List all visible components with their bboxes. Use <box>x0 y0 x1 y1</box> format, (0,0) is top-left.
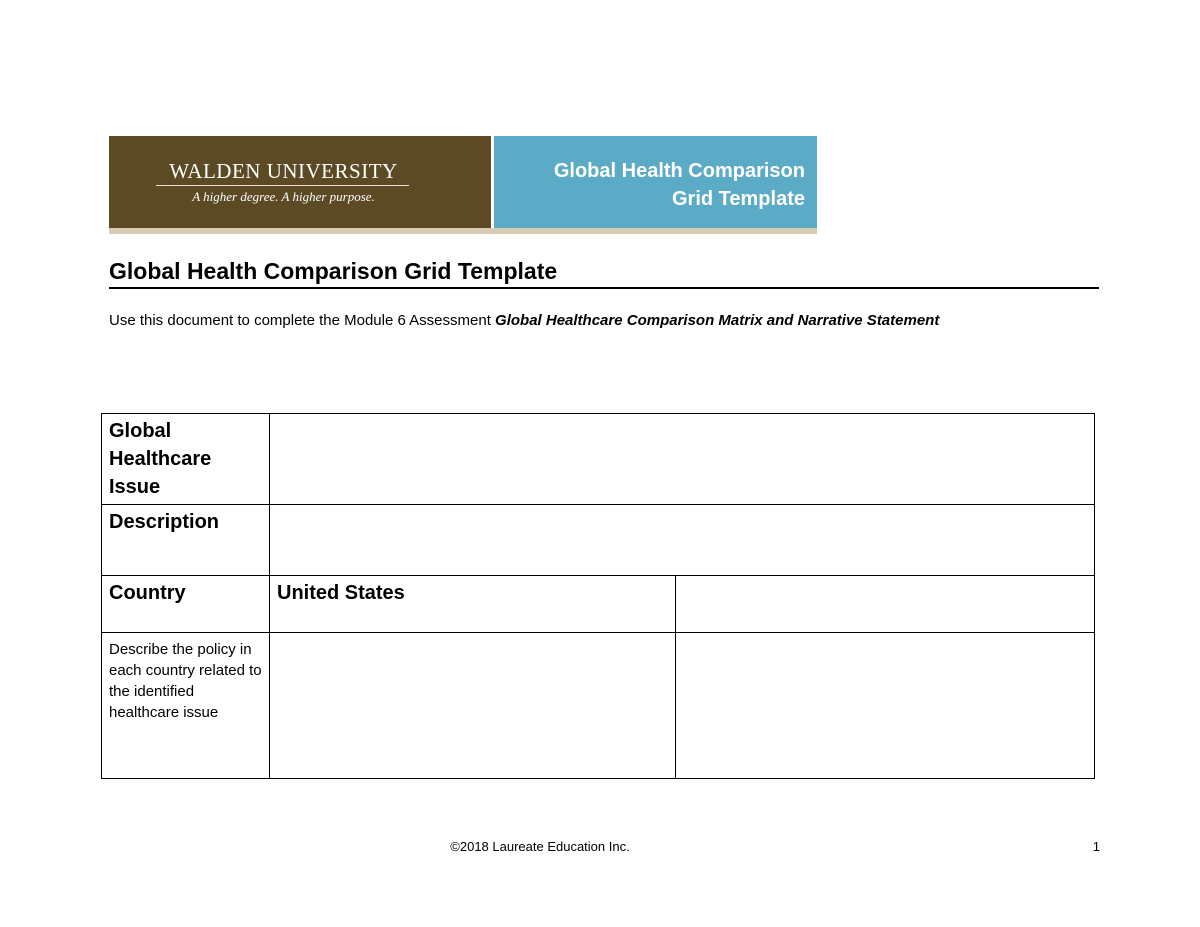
banner-title-line-1: Global Health Comparison <box>553 160 805 182</box>
university-tagline: A higher degree. A higher purpose. <box>192 189 375 204</box>
banner-title-block <box>494 136 817 228</box>
country-label-cell: Country <box>102 576 270 633</box>
banner-title-line-2: Grid Template <box>672 188 805 210</box>
policy-label-cell: Describe the policy in each country related to the identified healthcare issue <box>102 633 270 779</box>
footer-page-number: 1 <box>1092 839 1100 854</box>
country-1-cell[interactable]: United States <box>270 576 676 633</box>
intro-paragraph <box>109 310 1069 331</box>
table-row-description <box>102 505 1095 576</box>
description-label-cell: Description <box>102 505 270 576</box>
table-row-issue <box>102 414 1095 505</box>
banner-bottom-strip <box>109 228 817 234</box>
intro-text: Use this document to complete the Module 6 Assessment <box>109 312 496 329</box>
logo-divider <box>156 185 409 186</box>
table-row-policy <box>102 633 1095 779</box>
country-2-cell[interactable] <box>676 576 1095 633</box>
university-logo-wordmark: WALDEN UNIVERSITY <box>169 159 398 183</box>
header-banner <box>109 136 817 234</box>
table-row-country <box>102 576 1095 633</box>
document-title: Global Health Comparison Grid Template <box>109 256 1099 289</box>
policy-country-2-cell[interactable] <box>676 633 1095 779</box>
description-input-cell[interactable] <box>270 505 1095 576</box>
footer-copyright: ©2018 Laureate Education Inc. <box>450 839 630 854</box>
issue-label-cell: Global Healthcare Issue <box>102 414 270 505</box>
comparison-grid-table <box>101 413 1095 779</box>
policy-country-1-cell[interactable] <box>270 633 676 779</box>
assessment-name: Global Healthcare Comparison Matrix and Narrative Statement <box>495 312 940 329</box>
issue-input-cell[interactable] <box>270 414 1095 505</box>
banner-title <box>505 157 805 213</box>
university-logo-block <box>109 136 491 228</box>
